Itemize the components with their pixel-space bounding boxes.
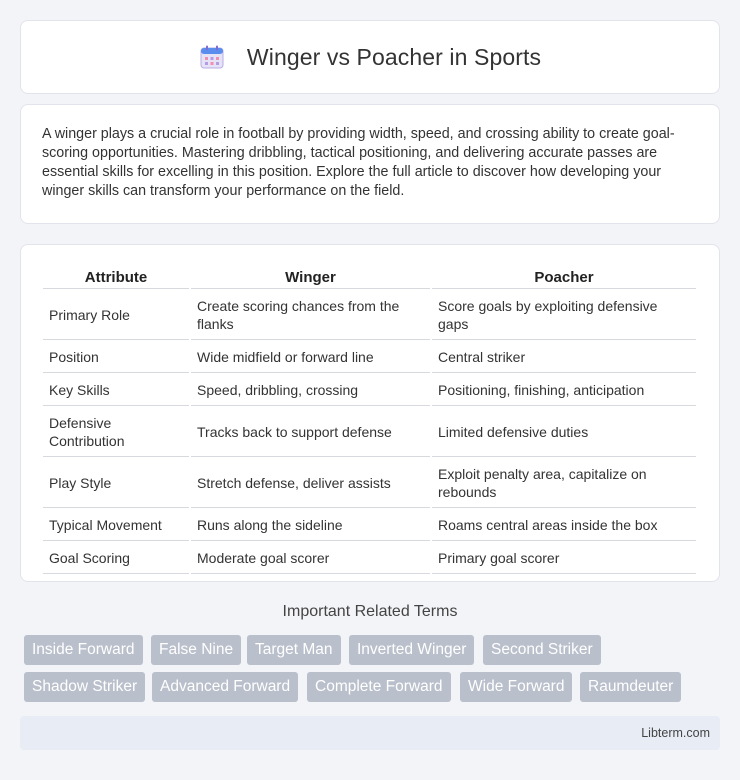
winger-cell: Speed, dribbling, crossing (191, 375, 430, 406)
attribute-cell: Defensive Contribution (43, 408, 189, 457)
table-row (43, 543, 696, 574)
related-term-tag[interactable]: Complete Forward (307, 672, 451, 702)
table-row (43, 291, 696, 340)
table-row (43, 408, 696, 457)
page-title: Winger vs Poacher in Sports (246, 43, 542, 70)
footer-link[interactable]: Libterm.com (641, 726, 710, 740)
attribute-cell: Key Skills (43, 375, 189, 406)
poacher-cell: Positioning, finishing, anticipation (432, 375, 696, 406)
attribute-cell: Goal Scoring (43, 543, 189, 574)
calendar-icon (199, 44, 225, 70)
winger-cell: Wide midfield or forward line (191, 342, 430, 373)
header-winger: Winger (191, 265, 430, 289)
related-terms-title: Important Related Terms (282, 603, 458, 620)
header-card (20, 20, 720, 94)
winger-cell: Runs along the sideline (191, 510, 430, 541)
related-term-tag[interactable]: Second Striker (483, 635, 601, 665)
winger-cell: Stretch defense, deliver assists (191, 459, 430, 508)
poacher-cell: Roams central areas inside the box (432, 510, 696, 541)
related-term-tag[interactable]: False Nine (151, 635, 241, 665)
poacher-cell: Central striker (432, 342, 696, 373)
related-term-tag[interactable]: Shadow Striker (24, 672, 145, 702)
table-row (43, 459, 696, 508)
related-term-tag[interactable]: Inside Forward (24, 635, 143, 665)
related-term-tag[interactable]: Wide Forward (460, 672, 572, 702)
poacher-cell: Score goals by exploiting defensive gaps (432, 291, 696, 340)
comparison-card (20, 244, 720, 582)
header-attribute: Attribute (43, 265, 189, 289)
footer (20, 716, 720, 750)
related-term-tag[interactable]: Raumdeuter (580, 672, 681, 702)
attribute-cell: Primary Role (43, 291, 189, 340)
poacher-cell: Exploit penalty area, capitalize on rebounds (432, 459, 696, 508)
intro-card (20, 104, 720, 224)
intro-text: A winger plays a crucial role in football by providing width, speed, and crossing ability to create goal-scoring opportunities. Mastering dribbling, tactical positioning, and delivering accurate passes are essential skills for excelling in this position. Explore the full article to discover how developing your winger skills can transform your performance on the field. (42, 126, 675, 199)
table-header-row (43, 265, 696, 289)
table-row (43, 375, 696, 406)
attribute-cell: Typical Movement (43, 510, 189, 541)
poacher-cell: Limited defensive duties (432, 408, 696, 457)
attribute-cell: Position (43, 342, 189, 373)
header-poacher: Poacher (432, 265, 696, 289)
related-term-tag[interactable]: Target Man (247, 635, 341, 665)
winger-cell: Create scoring chances from the flanks (191, 291, 430, 340)
related-term-tag[interactable]: Inverted Winger (349, 635, 474, 665)
related-term-tag[interactable]: Advanced Forward (152, 672, 298, 702)
poacher-cell: Primary goal scorer (432, 543, 696, 574)
winger-cell: Moderate goal scorer (191, 543, 430, 574)
attribute-cell: Play Style (43, 459, 189, 508)
comparison-table (41, 263, 698, 576)
winger-cell: Tracks back to support defense (191, 408, 430, 457)
table-row (43, 342, 696, 373)
table-row (43, 510, 696, 541)
